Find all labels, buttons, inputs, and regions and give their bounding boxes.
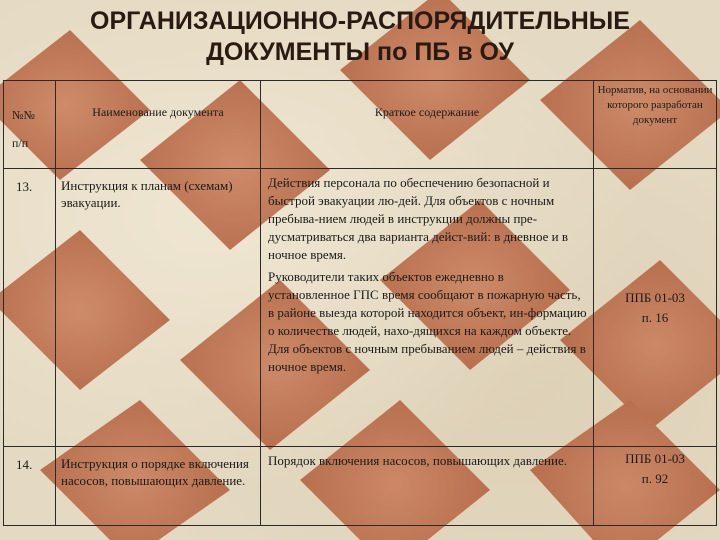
slide-title [0,6,720,68]
row-summary: Порядок включения насосов, повышающих давление. [261,447,594,526]
header-number-line2: п/п [12,136,29,150]
row-summary [261,169,594,447]
table-row [4,169,717,447]
header-summary: Краткое содержание [261,81,594,169]
row-document-name: Инструкция к планам (схемам) эвакуации. [56,169,261,447]
row-norm-line2: п. 16 [641,309,669,325]
row-number: 14. [4,447,56,526]
header-number-line1: №№ [12,108,35,122]
row-document-name: Инструкция о порядке включения насосов, повышающих давление. [56,447,261,526]
row-norm-line2: п. 92 [641,471,669,486]
title-line-2: ДОКУМЕНТЫ по ПБ в ОУ [206,38,514,66]
documents-table [3,80,717,526]
row-norm-line1: ППБ 01-03 [625,451,685,466]
row-norm-line1: ППБ 01-03 [625,289,685,305]
row-norm [594,447,717,526]
row-summary-paragraph: Действия персонала по обеспечению безопасной и быстрой эвакуации лю-дей. Для объектов с ночным пребыва-нием людей в инструкции должны пре-дусматриваться два варианта дейст-вий: в дневное и в ночное время. [268,175,569,262]
header-number [4,81,56,169]
row-number: 13. [4,169,56,447]
title-line-1: ОРГАНИЗАЦИОННО-РАСПОРЯДИТЕЛЬНЫЕ [90,7,630,35]
row-summary-paragraph: Руководители таких объектов ежедневно в установленное ГПС время сообщают в пожарную часть, в районе выезда которой находится объект, ин-формацию о количестве людей, нахо-дящихся на каждом объекте. Для объектов с ночным пребыванием людей – действия в ночное время. [268,269,587,374]
row-norm [594,169,717,447]
header-norm: Норматив, на основании которого разработан документ [594,81,717,169]
header-row [4,81,717,169]
header-document-name: Наименование документа [56,81,261,169]
table-row [4,447,717,526]
